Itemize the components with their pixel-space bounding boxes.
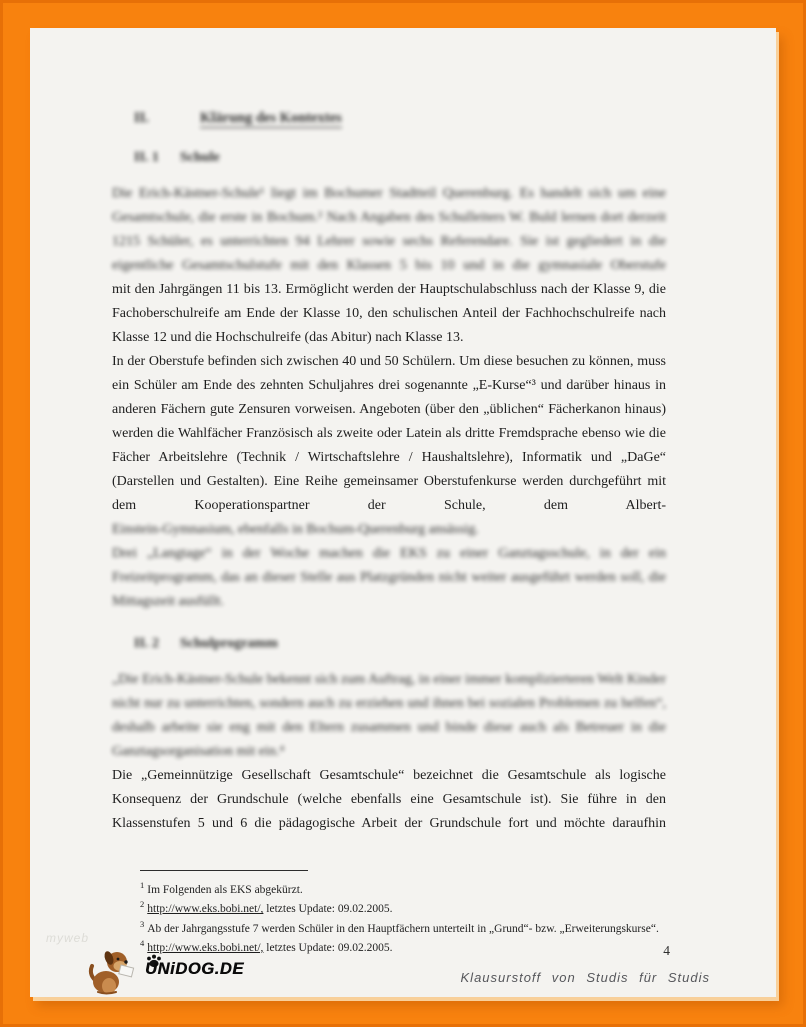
document-page	[30, 28, 776, 997]
paragraph: Die „Gemeinnützige Gesellschaft Gesamtschule“ bezeichnet die Gesamtschule als logische Konsequenz der Grundschule (welche ebenfalls eine Gesamtschule ist). Sie führe in den Klassenstufen 5 und 6 die pädagogische Arbeit der Grundschule fort und möchte daraufhin	[112, 768, 666, 831]
dog-mascot-icon	[88, 947, 136, 995]
heading-number: II. 2	[134, 636, 159, 651]
paragraph: In der Oberstufe befinden sich zwischen 40 und 50 Schülern. Um diese besuchen zu können, muss ein Schüler am Ende des zehnten Schuljahres drei sogenannte „E-Kurse“³ und darüber hinaus in anderen Fächern gute Zensuren vorweisen. Angeboten (über den „üblichen“ Fächerkanon hinaus) werden die Wahlfächer Französisch als zweite oder Latein als dritte Fremdsprache ebenso wie die Fächer Arbeitslehre (Technik / Wirtschaftslehre / Haushaltslehre), Informatik und „DaGe“ (Darstellen und Gestalten). Eine Reihe gemeinsamer Oberstufenkurse werden durchgeführt mit dem Kooperationspartner der Schule, dem Albert-	[112, 354, 666, 513]
page-number: 4	[663, 943, 670, 958]
heading-title: Schulprogramm	[180, 636, 278, 651]
footnote-text: letztes Update: 09.02.2005.	[266, 941, 393, 954]
section-heading	[134, 148, 666, 168]
document-body	[112, 108, 666, 836]
paragraph: Die Erich-Kästner-Schule¹ liegt im Bochumer Stadtteil Querenburg. Es handelt sich um eine Gesamtschule, die erste in Bochum.² Nach Angaben des Schulleiters W. Buld lernen dort derzeit 1215 Schüler, es unterrichten 94 Lehrer sowie sechs Referendare. Sie ist gegliedert in die eigentliche Gesamtschulstufe mit den Klassen 5 bis 10 und in die gymnasiale Oberstufe	[112, 186, 666, 273]
footnote-text: letztes Update: 09.02.2005.	[266, 903, 393, 916]
footnote-marker: 1	[140, 880, 145, 890]
logo-text: UNiDOG.DE	[145, 960, 244, 978]
heading-title: Klärung des Kontextes	[200, 110, 342, 126]
paragraph: Drei „Langtage“ in der Woche machen die EKS zu einer Ganztagsschule, in der ein Freizeitprogramm, das an dieser Stelle aus Platzgründen nicht weiter ausgeführt werden soll, die Mittagszeit ausfüllt.	[112, 546, 666, 609]
footnote	[140, 897, 666, 916]
footnote-text: Im Folgenden als EKS abgekürzt.	[147, 883, 303, 896]
footnote-marker: 4	[140, 937, 145, 948]
footnote-text: Ab der Jahrgangsstufe 7 werden Schüler in den Hauptfächern unterteilt in „Grund“- bzw. „Erweiterungskurse“.	[147, 922, 659, 935]
footnote-marker: 3	[140, 918, 145, 929]
footnote-link[interactable]: http://www.eks.bobi.net/,	[147, 941, 264, 954]
footnote-marker: 2	[140, 899, 145, 910]
paragraph: „Die Erich-Kästner-Schule bekennt sich zum Auftrag, in einer immer komplizierteren Welt Kinder nicht nur zu unterrichten, sondern auch zu erziehen und ihnen bei sozialen Problemen zu helfen“, deshalb arbeite sie eng mit den Eltern zusammen und binde diese auch als Betreuer in die Ganztagsorganisation mit ein.⁴	[112, 672, 666, 759]
footnote-separator	[140, 870, 308, 871]
heading-number: II. 1	[134, 150, 159, 165]
heading-title: Schule	[180, 150, 220, 165]
footnote	[140, 878, 666, 897]
paragraph: Einstein-Gymnasium, ebenfalls in Bochum-Querenburg ansässig.	[112, 522, 479, 537]
footnote-link[interactable]: http://www.eks.bobi.net/,	[147, 903, 264, 916]
unidog-logo[interactable]	[88, 918, 278, 996]
section-heading	[134, 634, 666, 654]
heading-number: II.	[134, 110, 149, 126]
chapter-heading	[134, 108, 666, 128]
watermark: myweb	[46, 931, 90, 945]
paragraph: mit den Jahrgängen 11 bis 13. Ermöglicht werden der Hauptschulabschluss nach der Klasse 9, die Fachoberschulreife am Ende der Klasse 10, den schulischen Anteil der Fachhochschulreife nach Klasse 12 und die Hochschulreife (das Abitur) nach Klasse 13.	[112, 282, 666, 345]
footer-tagline: Klausurstoff von Studis für Studis	[460, 970, 710, 985]
